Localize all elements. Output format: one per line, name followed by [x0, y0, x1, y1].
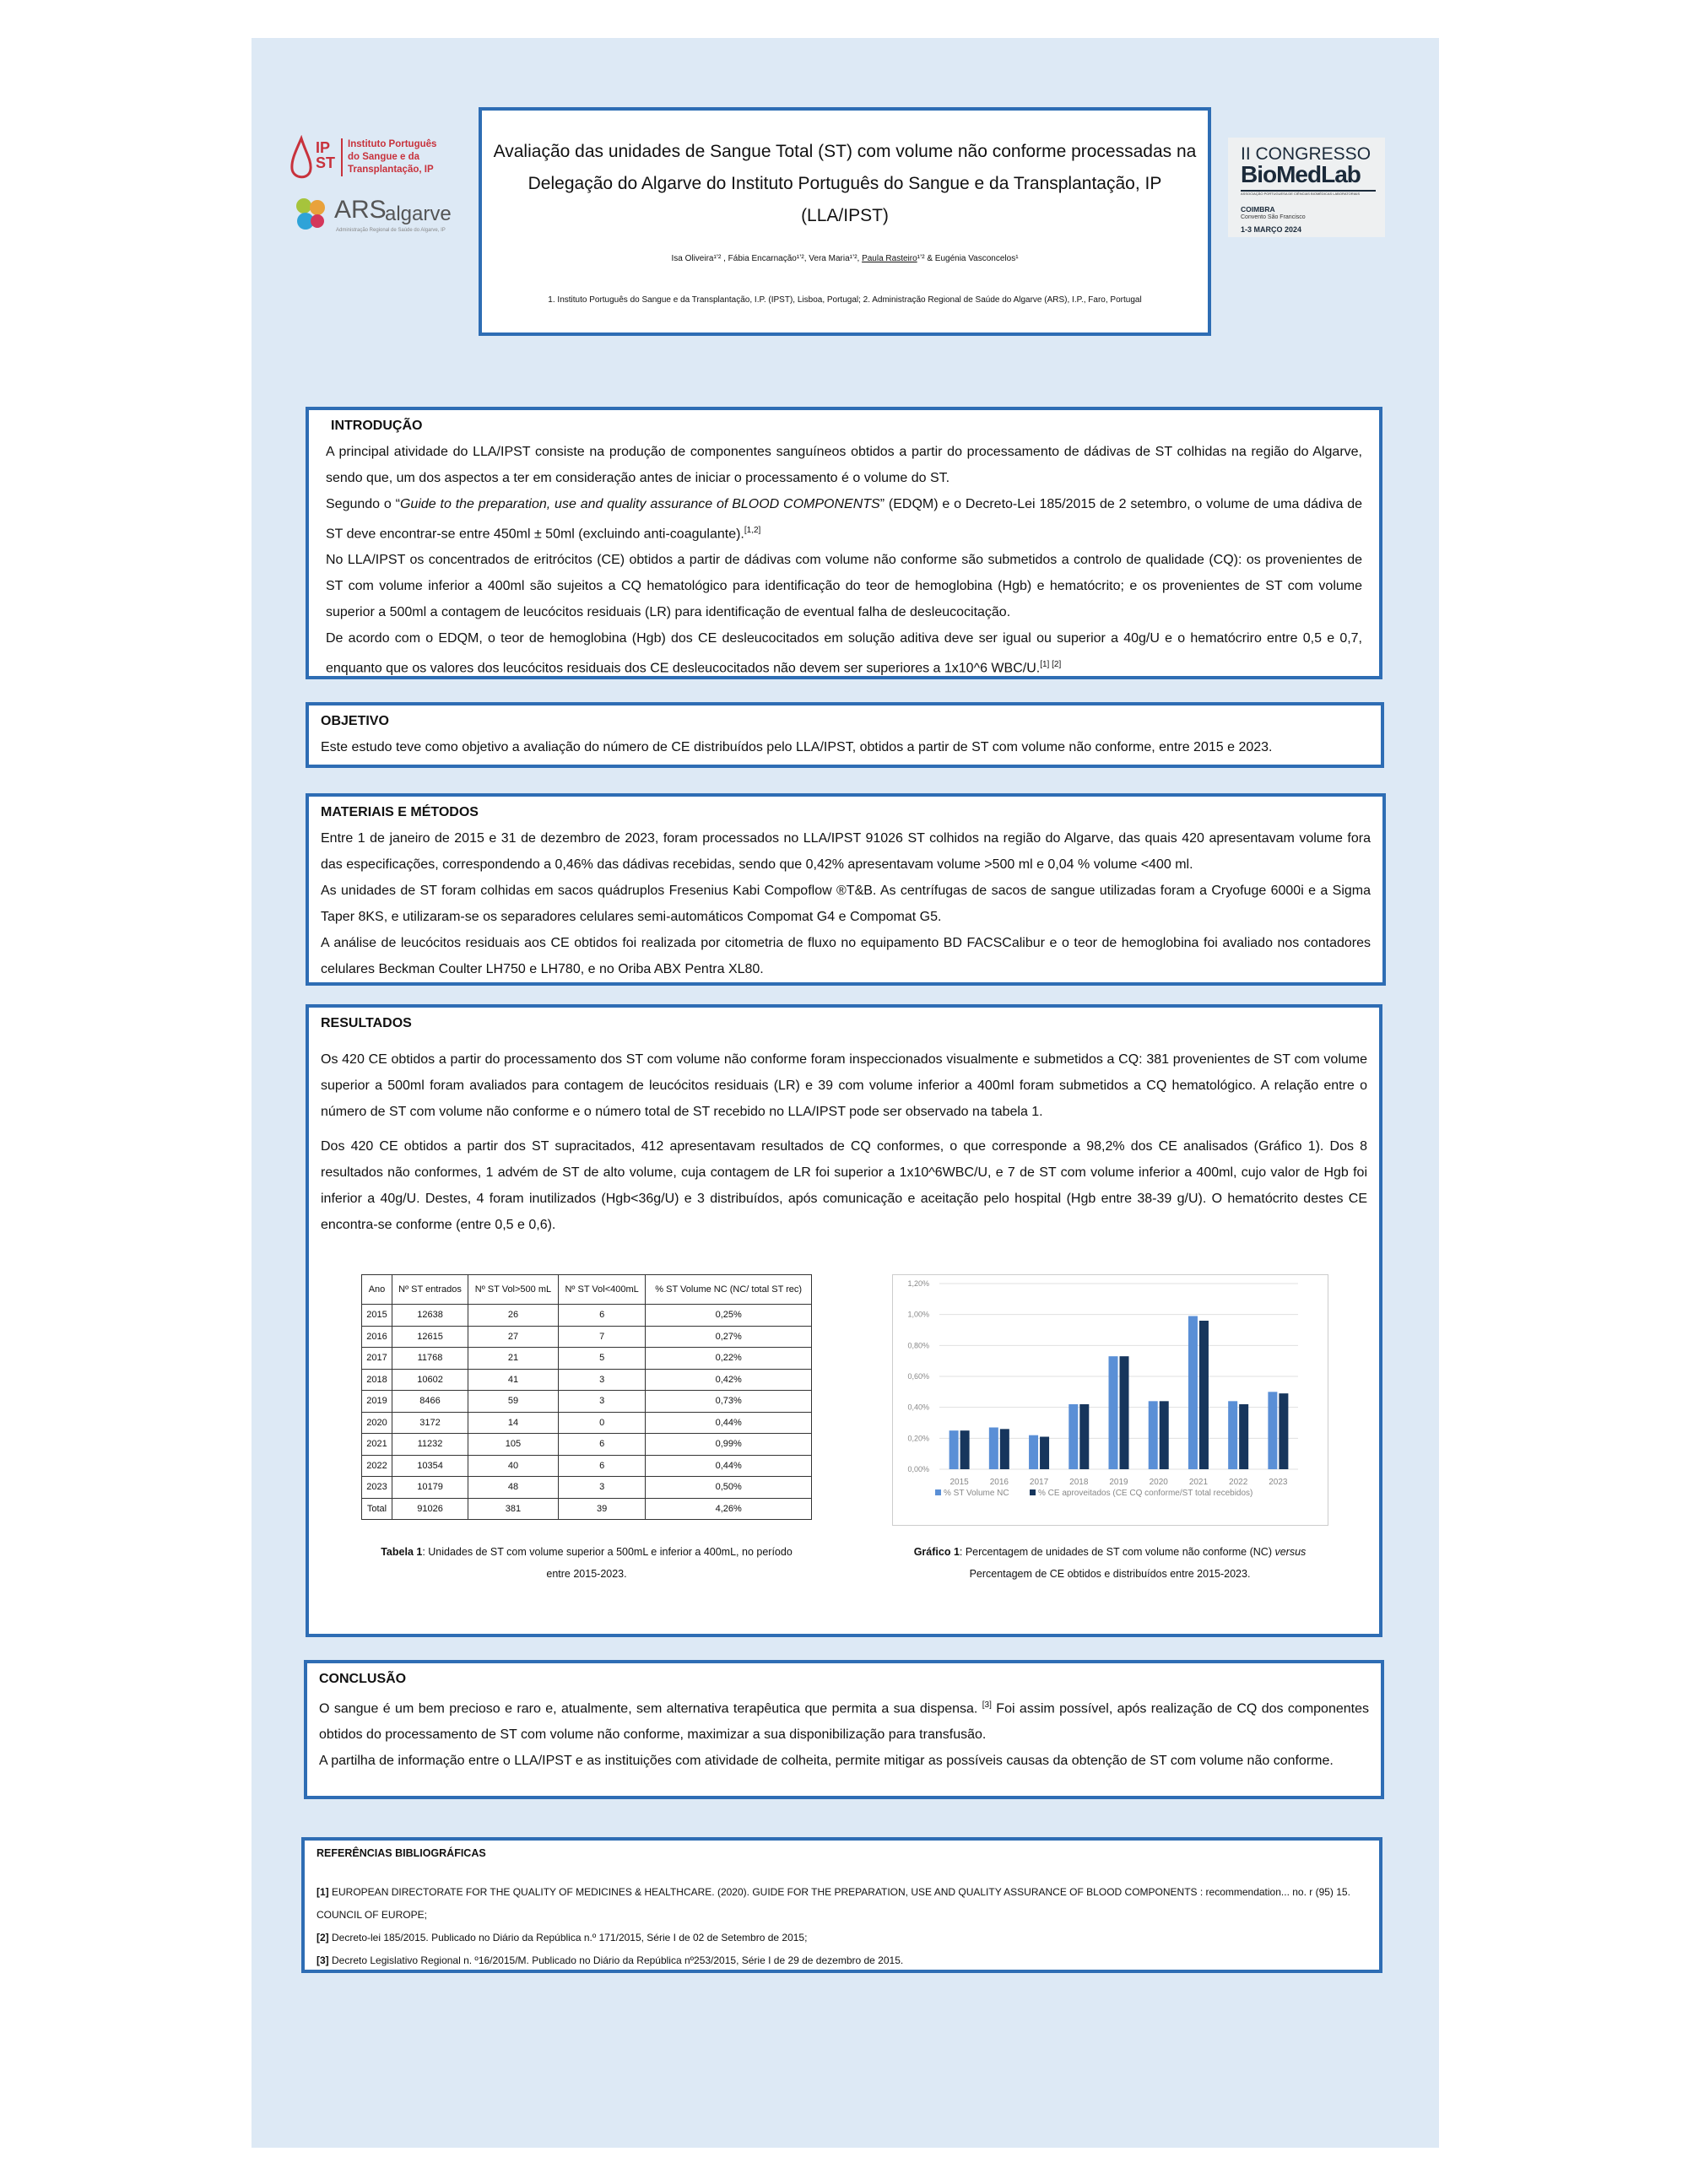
y-tick-label: 0,20% [907, 1434, 929, 1443]
authors-text: ¹ʼ² & Eugénia Vasconcelos¹ [917, 254, 1019, 263]
logo-biomedlab: BioMedLab [1241, 161, 1361, 187]
x-tick-label: 2016 [989, 1478, 1009, 1487]
table-cell: 0,99% [646, 1434, 812, 1456]
logo-association: ASSOCIAÇÃO PORTUGUESA DE CIÊNCIAS BIOMÉDICAS LABORATORIAIS [1241, 190, 1376, 196]
section-heading: INTRODUÇÃO [331, 419, 423, 433]
ars-symbol-icon [292, 196, 329, 235]
referencias-section [301, 1837, 1382, 1973]
paragraph: Os 420 CE obtidos a partir do processamento dos ST com volume não conforme foram inspeccionados visualmente e submetidos a CQ: 381 provenientes de ST com volume superior a 500ml foram avaliados para contagem de leucócitos residuais (LR) e 39 com volume inferior a 400ml foram submetidos a CQ hematológico. A relação entre o número de ST com volume não conforme e o número total de ST recebido no LLA/IPST pode ser observado na tabela 1. [321, 1052, 1367, 1119]
x-tick-label: 2017 [1029, 1478, 1049, 1487]
table-cell: 5 [558, 1348, 646, 1370]
caption-label: Gráfico 1 [913, 1546, 960, 1558]
table-cell: 2016 [362, 1326, 392, 1348]
chart-1 [892, 1274, 1328, 1526]
paragraph [326, 625, 1362, 681]
table-header-row [362, 1275, 812, 1305]
bar-st-volume-nc [1188, 1316, 1198, 1470]
paragraph: Entre 1 de janeiro de 2015 e 31 de dezembro de 2023, foram processados no LLA/IPST 91026 ST colhidos na região do Algarve, das quais 420 apresentavam volume fora das especificações, correspondendo a 0,46% das dádivas recebidas, sendo que 0,42% apresentavam volume >500 ml e 0,04 % volume <400 ml. [321, 831, 1371, 872]
table-cell: 2019 [362, 1391, 392, 1413]
table-cell: 12638 [392, 1305, 468, 1327]
table-cell: 2021 [362, 1434, 392, 1456]
table-row [362, 1498, 812, 1520]
table-cell: 40 [468, 1455, 559, 1477]
text: Segundo o “ [326, 497, 400, 511]
column-header: Ano [362, 1275, 392, 1305]
objetivo-section [306, 702, 1384, 768]
table-cell: 0,73% [646, 1391, 812, 1413]
logo-congress: II CONGRESSO [1241, 144, 1372, 164]
table-cell: 12615 [392, 1326, 468, 1348]
paragraph: No LLA/IPST os concentrados de eritrócitos (CE) obtidos a partir de dádivas com volume não conforme são submetidos a controlo de qualidade (CQ): os provenientes de ST com volume inferior a 400ml são sujeitos a CQ hematológico para identificação do teor de hemoglobina (Hgb) e hematócrito; e os provenientes de ST com volume superior a 500ml a contagem de leucócitos residuais (LR) para identificação de eventual falha de desleucocitação. [326, 553, 1362, 620]
table-row [362, 1455, 812, 1477]
table-cell: 3 [558, 1369, 646, 1391]
x-tick-label: 2018 [1069, 1478, 1089, 1487]
table-cell: 2020 [362, 1412, 392, 1434]
logo-ip: IP [316, 139, 331, 156]
table-cell: 2017 [362, 1348, 392, 1370]
bar-ce-aproveitados [1199, 1321, 1209, 1469]
y-tick-label: 0,40% [907, 1403, 929, 1412]
guide-title: Guide to the preparation, use and quality assurance of BLOOD COMPONENTS [399, 497, 880, 511]
table-row [362, 1412, 812, 1434]
y-tick-label: 1,00% [907, 1310, 929, 1319]
caption-text: versus [1274, 1546, 1307, 1558]
table-cell: 0,22% [646, 1348, 812, 1370]
citation: [1] [2] [1040, 660, 1062, 670]
table-cell: 4,26% [646, 1498, 812, 1520]
bar-st-volume-nc [1149, 1401, 1158, 1469]
table-cell: 11232 [392, 1434, 468, 1456]
reference-number: [2] [316, 1932, 329, 1943]
table-cell: 0 [558, 1412, 646, 1434]
table-cell: 3172 [392, 1412, 468, 1434]
paragraph: Este estudo teve como objetivo a avaliação do número de CE distribuídos pelo LLA/IPST, obtidos a partir de ST com volume não conforme, entre 2015 e 2023. [321, 740, 1273, 754]
paragraph [319, 1692, 1369, 1748]
y-tick-label: 0,80% [907, 1341, 929, 1350]
table-cell: 0,42% [646, 1369, 812, 1391]
bar-st-volume-nc [1228, 1401, 1237, 1469]
table-cell: 91026 [392, 1498, 468, 1520]
table-cell: 3 [558, 1477, 646, 1499]
bar-st-volume-nc [1268, 1392, 1277, 1469]
affiliations: 1. Instituto Português do Sangue e da Transplantação, I.P. (IPST), Lisboa, Portugal; 2. Administração Regional de Saúde do Algarve (ARS), I.P., Faro, Portugal [548, 295, 1142, 305]
bar-ce-aproveitados [1040, 1437, 1049, 1470]
bar-ce-aproveitados [1279, 1393, 1288, 1469]
bar-st-volume-nc [989, 1428, 998, 1470]
bar-ce-aproveitados [1000, 1429, 1009, 1469]
section-heading: OBJETIVO [321, 714, 389, 728]
caption-text: : Unidades de ST com volume superior a 500mL e inferior a 400mL, no período entre 2015-2023. [422, 1546, 793, 1580]
table-cell: 2018 [362, 1369, 392, 1391]
legend-label: % CE aproveitados (CE CQ conforme/ST total recebidos) [1038, 1489, 1253, 1498]
title-box [479, 107, 1211, 336]
presenting-author: Paula Rasteiro [862, 254, 917, 263]
x-tick-label: 2019 [1109, 1478, 1128, 1487]
reference-item [316, 1927, 1367, 1949]
bar-ce-aproveitados [1160, 1401, 1169, 1469]
text: Foi assim possível, após realização de CQ dos componentes obtidos do processamento de ST com volume não conforme, maximizar a sua disponibilização para transfusão. [319, 1701, 1369, 1743]
table-cell: 6 [558, 1434, 646, 1456]
logo-line: Transplantação, IP [348, 165, 434, 175]
table-row [362, 1369, 812, 1391]
table-row [362, 1434, 812, 1456]
table-cell: 10179 [392, 1477, 468, 1499]
results-table [361, 1274, 812, 1520]
reference-number: [1] [316, 1886, 329, 1898]
bar-ce-aproveitados [1079, 1404, 1089, 1469]
logo-dates: 1-3 MARÇO 2024 [1241, 225, 1302, 234]
legend-swatch [935, 1489, 941, 1495]
table-cell: 3 [558, 1391, 646, 1413]
caption-text: Percentagem de CE obtidos e distribuídos entre 2015-2023. [969, 1568, 1251, 1580]
paragraph [326, 491, 1362, 547]
table-cell: 2022 [362, 1455, 392, 1477]
logo-algarve: algarve [385, 203, 452, 225]
reference-item [316, 1949, 1367, 1972]
paragraph: Dos 420 CE obtidos a partir dos ST supracitados, 412 apresentavam resultados de CQ conformes, o que corresponde a 98,2% dos CE analisados (Gráfico 1). Dos 8 resultados não conformes, 1 advém de ST de alto volume, cuja contagem de LR foi superior a 1x10^6WBC/U, e 7 de ST com volume inferior a 400ml, cujo valor de Hgb foi inferior a 40g/U. Destes, 4 foram inutilizados (Hgb<36g/U) e 3 distribuídos, após comunicação e aceitação pelo hospital (Hgb entre 38-39 g/U). O hematócrito destes CE encontra-se conforme (entre 0,5 e 0,6). [321, 1139, 1367, 1232]
table-cell: 0,44% [646, 1455, 812, 1477]
ipst-logo [289, 135, 466, 186]
paragraph: A partilha de informação entre o LLA/IPST e as instituições com atividade de colheita, permite mitigar as possíveis causas da obtenção de ST com volume não conforme. [319, 1754, 1334, 1769]
paragraph: A principal atividade do LLA/IPST consiste na produção de componentes sanguíneos obtidos a partir do processamento de dádivas de ST colhidas na região do Algarve, sendo que, um dos aspectos a ter em consideração antes de iniciar o processamento é o volume do ST. [326, 445, 1362, 485]
x-tick-label: 2015 [950, 1478, 969, 1487]
legend-label: % ST Volume NC [944, 1489, 1009, 1498]
paragraph: A análise de leucócitos residuais aos CE obtidos foi realizada por citometria de fluxo no equipamento BD FACSCalibur e o teor de hemoglobina foi avaliado nos contadores celulares Beckman Coulter LH750 e LH780, e no Oriba ABX Pentra XL80. [321, 936, 1371, 976]
title-line: Avaliação das unidades de Sangue Total (ST) com volume não conforme processadas na [493, 142, 1197, 161]
logo-venue: Convento São Francisco [1241, 214, 1306, 220]
column-header: % ST Volume NC (NC/ total ST rec) [646, 1275, 812, 1305]
poster-title [489, 136, 1201, 232]
table-1 [361, 1274, 812, 1520]
table-cell: 6 [558, 1305, 646, 1327]
column-header: Nº ST Vol>500 mL [468, 1275, 559, 1305]
section-heading: REFERÊNCIAS BIBLIOGRÁFICAS [316, 1847, 486, 1859]
caption-text: : Percentagem de unidades de ST com volume não conforme (NC) [959, 1546, 1275, 1558]
x-tick-label: 2020 [1149, 1478, 1168, 1487]
section-heading: RESULTADOS [321, 1016, 412, 1030]
conclusao-section [304, 1660, 1384, 1799]
caption-label: Tabela 1 [381, 1546, 423, 1558]
section-heading: MATERIAIS E MÉTODOS [321, 805, 479, 819]
table-cell: 48 [468, 1477, 559, 1499]
table-cell: 14 [468, 1412, 559, 1434]
table-row [362, 1305, 812, 1327]
metodos-section [306, 793, 1386, 986]
x-tick-label: 2023 [1269, 1478, 1288, 1487]
ars-algarve-logo [292, 196, 469, 238]
table-cell: 26 [468, 1305, 559, 1327]
table-cell: Total [362, 1498, 392, 1520]
y-tick-label: 0,00% [907, 1465, 929, 1473]
blood-drop-icon [289, 135, 314, 186]
title-line: Delegação do Algarve do Instituto Português do Sangue e da Transplantação, IP (LLA/IPST) [528, 174, 1162, 225]
column-header: Nº ST Vol<400mL [558, 1275, 646, 1305]
chart-caption [890, 1541, 1329, 1585]
authors-text: Isa Oliveira¹ʼ² , Fábia Encarnação¹ʼ², Vera Maria¹ʼ², [671, 254, 863, 263]
logo-subtitle: Administração Regional de Saúde do Algarve, IP [336, 228, 446, 233]
authors [489, 254, 1201, 263]
bar-st-volume-nc [1069, 1404, 1078, 1469]
logo-st: ST [316, 154, 336, 171]
intro-section [306, 407, 1382, 679]
bar-ce-aproveitados [960, 1430, 970, 1469]
table-row [362, 1326, 812, 1348]
paragraph: As unidades de ST foram colhidas em sacos quádruplos Fresenius Kabi Compoflow ®T&B. As centrífugas de sacos de sangue utilizadas foram a Cryofuge 6000i e a Sigma Taper 8KS, e utilizaram-se os separadores celulares semi-automáticos Compomat G4 e Compomat G5. [321, 884, 1371, 924]
reference-text: EUROPEAN DIRECTORATE FOR THE QUALITY OF MEDICINES & HEALTHCARE. (2020). GUIDE FOR THE PREPARATION, USE AND QUALITY ASSURANCE OF BLOOD COMPONENTS : recommendation... no. r (95) 15. COUNCIL OF EUROPE; [316, 1886, 1350, 1921]
y-tick-label: 0,60% [907, 1372, 929, 1381]
table-cell: 21 [468, 1348, 559, 1370]
table-cell: 11768 [392, 1348, 468, 1370]
table-cell: 10602 [392, 1369, 468, 1391]
table-caption [371, 1541, 802, 1585]
bar-ce-aproveitados [1239, 1404, 1248, 1469]
table-cell: 27 [468, 1326, 559, 1348]
table-row [362, 1391, 812, 1413]
x-tick-label: 2021 [1188, 1478, 1209, 1487]
table-cell: 105 [468, 1434, 559, 1456]
bar-st-volume-nc [1109, 1356, 1118, 1469]
table-cell: 8466 [392, 1391, 468, 1413]
citation: [3] [982, 1700, 992, 1710]
bar-ce-aproveitados [1120, 1356, 1129, 1469]
table-cell: 2023 [362, 1477, 392, 1499]
x-tick-label: 2022 [1229, 1478, 1248, 1487]
table-cell: 0,25% [646, 1305, 812, 1327]
reference-number: [3] [316, 1954, 329, 1966]
text: O sangue é um bem precioso e raro e, atualmente, sem alternativa terapêutica que permita a sua dispensa. [319, 1701, 982, 1716]
table-cell: 7 [558, 1326, 646, 1348]
table-cell: 59 [468, 1391, 559, 1413]
legend-swatch [1030, 1489, 1036, 1495]
logo-line: Instituto Português [348, 139, 437, 149]
table-cell: 41 [468, 1369, 559, 1391]
text: ” (EDQM) e o Decreto-Lei 185/2015 de 2 setembro, o volume de uma dádiva de ST deve encontrar-se entre 450ml ± 50ml (excluindo anti-coagulante). [326, 497, 1362, 542]
column-header: Nº ST entrados [392, 1275, 468, 1305]
congress-logo [1228, 138, 1385, 237]
logo-line: do Sangue e da [348, 152, 419, 162]
reference-item [316, 1881, 1367, 1927]
table-cell: 10354 [392, 1455, 468, 1477]
table-row [362, 1477, 812, 1499]
table-cell: 39 [558, 1498, 646, 1520]
citation: [1,2] [744, 526, 761, 535]
table-cell: 0,44% [646, 1412, 812, 1434]
table-row [362, 1348, 812, 1370]
logo-city: COIMBRA [1241, 205, 1275, 214]
table-cell: 6 [558, 1455, 646, 1477]
reference-list [316, 1881, 1367, 1972]
bar-st-volume-nc [950, 1430, 959, 1469]
table-cell: 0,50% [646, 1477, 812, 1499]
y-tick-label: 1,20% [907, 1279, 929, 1288]
table-cell: 0,27% [646, 1326, 812, 1348]
section-heading: CONCLUSÃO [319, 1672, 407, 1686]
logo-ars: ARS [334, 196, 387, 224]
bar-chart [893, 1275, 1325, 1522]
reference-text: Decreto-lei 185/2015. Publicado no Diário da República n.º 171/2015, Série I de 02 de Setembro de 2015; [328, 1932, 808, 1943]
table-cell: 381 [468, 1498, 559, 1520]
table-cell: 2015 [362, 1305, 392, 1327]
bar-st-volume-nc [1029, 1435, 1038, 1469]
text: De acordo com o EDQM, o teor de hemoglobina (Hgb) dos CE desleucocitados em solução aditiva deve ser igual ou superior a 40g/U e o hematócriro entre 0,5 e 0,7, enquanto que os valores dos leucócitos residuais dos CE desleucocitados não devem ser superiores a 1x10^6 WBC/U. [326, 631, 1362, 676]
reference-text: Decreto Legislativo Regional n. º16/2015/M. Publicado no Diário da República nº253/2015, Série I de 29 de dezembro de 2015. [328, 1954, 904, 1966]
